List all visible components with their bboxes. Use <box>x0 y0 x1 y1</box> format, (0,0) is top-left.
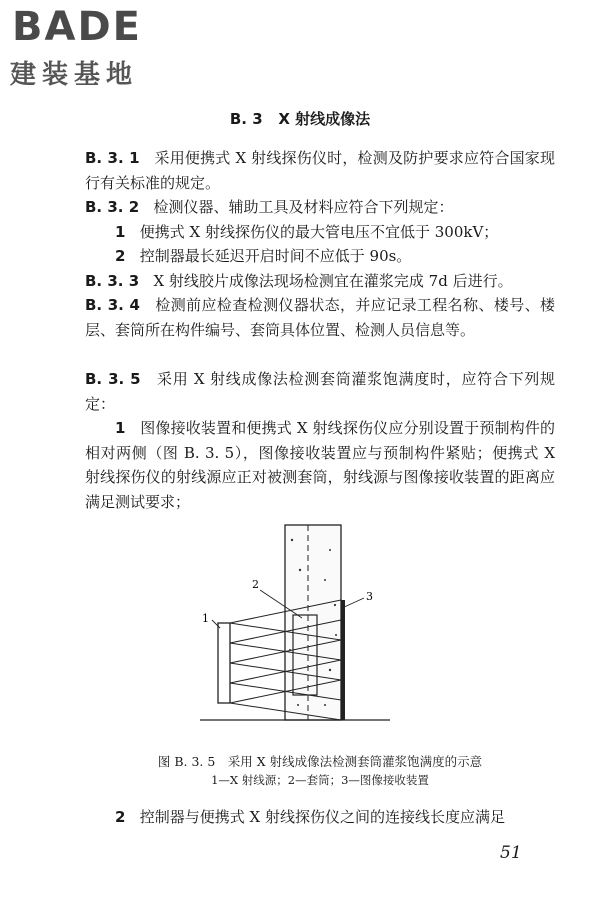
logo-subtitle: 建装基地 <box>10 60 139 90</box>
page-number: 51 <box>500 843 522 863</box>
clause-number: B. 3. 5 <box>85 370 141 388</box>
section-number: B. 3 <box>229 110 263 128</box>
clause-b333 <box>85 269 555 294</box>
figure-label-3: 3 <box>366 590 373 603</box>
clause-text: 检测仪器、辅助工具及材料应符合下列规定： <box>153 198 454 216</box>
clause-text: 采用便携式 X 射线探伤仪时，检测及防护要求应符合国家现行有关标准的规定。 <box>85 149 555 192</box>
clause-number: B. 3. 2 <box>85 198 140 216</box>
figure-legend: 1—X 射线源；2—套筒；3—图像接收装置 <box>211 773 429 787</box>
clause-b335 <box>85 367 555 416</box>
figure-label-2: 2 <box>252 578 259 591</box>
logo-brand: BADE <box>12 4 142 50</box>
clause-number: B. 3. 3 <box>85 272 140 290</box>
section-heading <box>0 108 600 129</box>
clause-b334 <box>85 293 555 342</box>
item-text: 控制器与便携式 X 射线探伤仪之间的连接线长度应满足 <box>139 808 505 826</box>
clause-b332-item2 <box>85 244 555 269</box>
item-number: 2 <box>115 247 126 265</box>
image-receiver-plate <box>341 600 345 720</box>
clause-number: B. 3. 1 <box>85 149 140 167</box>
item-number: 1 <box>115 223 126 241</box>
figure-label-1: 1 <box>202 612 209 625</box>
clause-b335-item1 <box>85 416 555 514</box>
clause-text: 检测前应检查检测仪器状态，并应记录工程名称、楼号、楼层、套筒所在构件编号、套筒具体位置、检测人员信息等。 <box>85 296 555 339</box>
clause-b331 <box>85 146 555 195</box>
clause-b332 <box>85 195 555 220</box>
item-text: 控制器最长延迟开启时间不应低于 90s。 <box>139 247 412 265</box>
clause-text: X 射线胶片成像法现场检测宜在灌浆完成 7d 后进行。 <box>153 272 513 290</box>
item-text: 图像接收装置和便携式 X 射线探伤仪应分别设置于预制构件的相对两侧（图 B. 3. 5），图像接收装置应与预制构件紧贴；便携式 X 射线探伤仪的射线源应正对被测套筒，射线源与图像接收装置的距离应满足测试要求； <box>85 419 555 511</box>
clause-number: B. 3. 4 <box>85 296 140 314</box>
figure-caption: 图 B. 3. 5 采用 X 射线成像法检测套筒灌浆饱满度的示意 <box>157 754 483 769</box>
item-number: 2 <box>115 808 126 826</box>
xray-setup-diagram <box>190 520 400 750</box>
item-text: 便携式 X 射线探伤仪的最大管电压不宜低于 300kV； <box>139 223 499 241</box>
xray-source <box>218 623 230 703</box>
item-number: 1 <box>115 419 126 437</box>
clause-text: 采用 X 射线成像法检测套筒灌浆饱满度时，应符合下列规定： <box>85 370 555 413</box>
section-title: X 射线成像法 <box>278 110 371 128</box>
clause-b332-item1 <box>85 220 555 245</box>
clause-b335-item2 <box>85 805 555 830</box>
publisher-logo <box>6 4 186 90</box>
